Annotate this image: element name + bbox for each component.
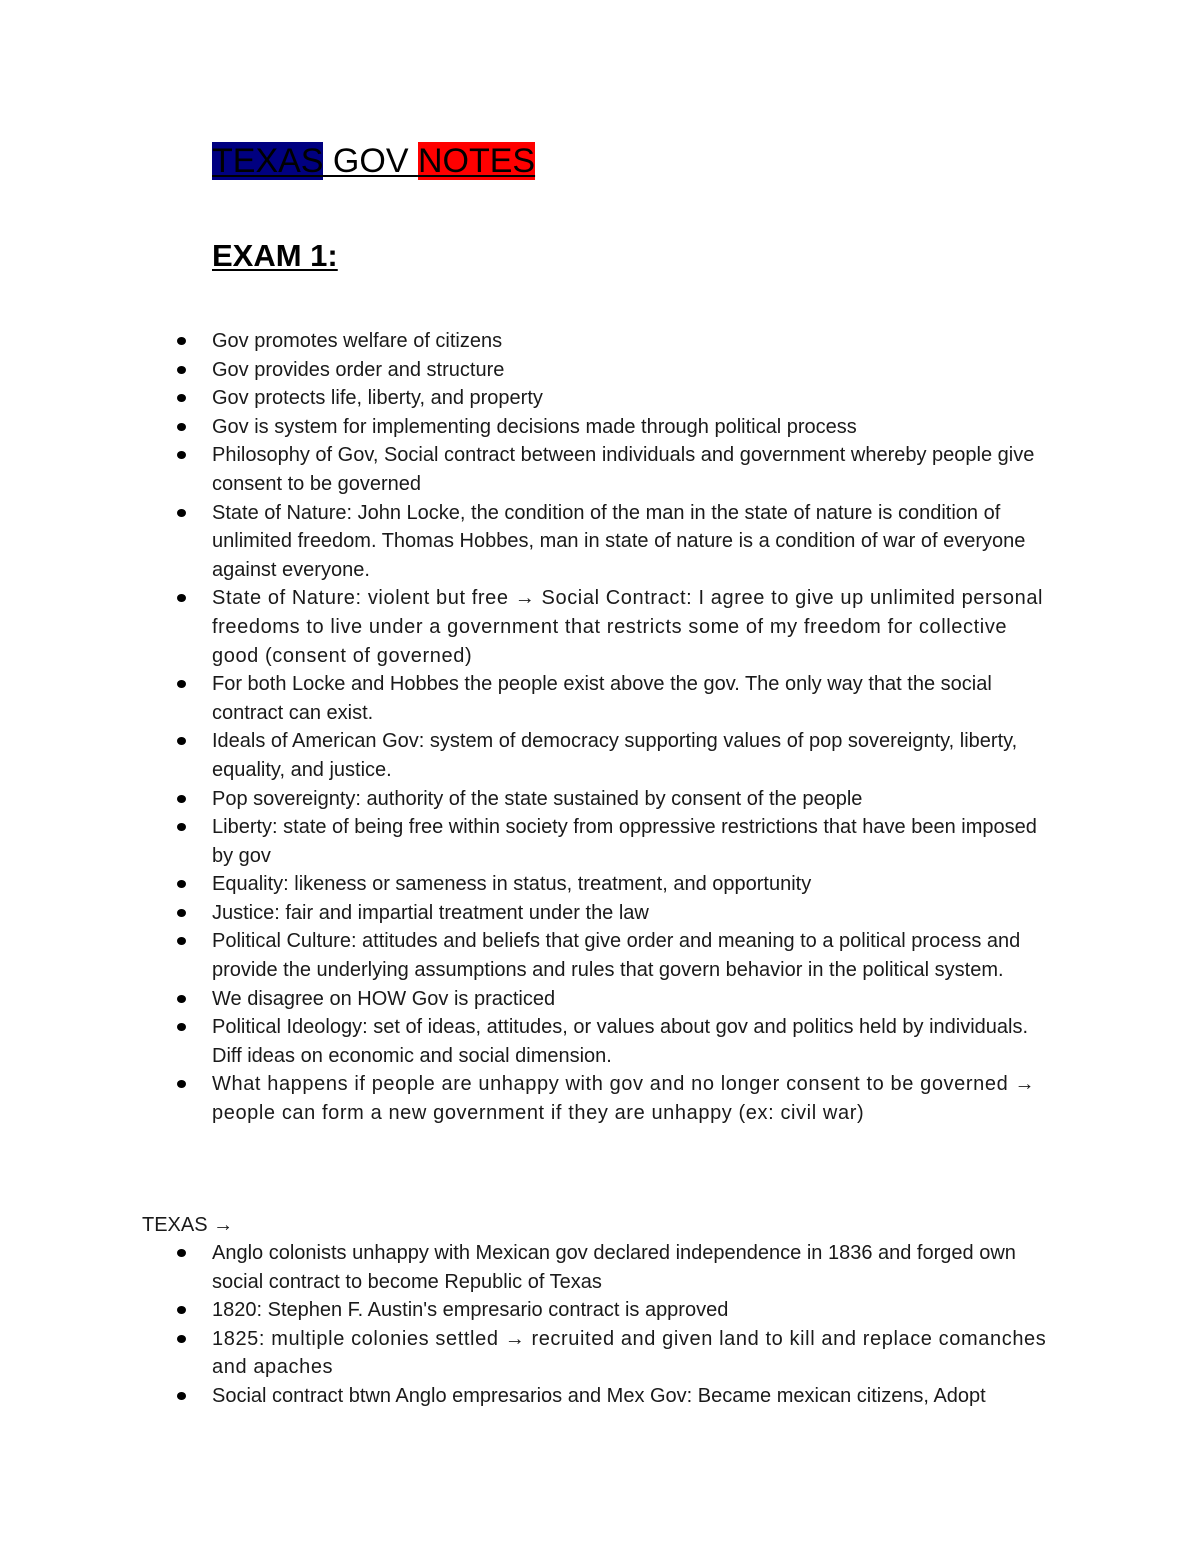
bullet-icon: [177, 1306, 186, 1314]
exam-heading: EXAM 1:: [212, 238, 338, 273]
title-gov: GOV: [323, 142, 418, 180]
bullet-icon: [177, 423, 186, 431]
list-item: State of Nature: violent but free → Social Contract: I agree to give up unlimited personal freedoms to live under a government that restricts some of my freedom for collective good (consent of governed): [0, 584, 1200, 670]
texas-section-heading: TEXAS →: [142, 1214, 234, 1236]
list-item: Justice: fair and impartial treatment under the law: [0, 899, 1200, 928]
bullet-icon: [177, 995, 186, 1003]
bullet-icon: [177, 1249, 186, 1257]
bullet-icon: [177, 394, 186, 402]
bullet-icon: [177, 1392, 186, 1400]
exam1-notes-list: [0, 327, 1200, 1128]
bullet-icon: [177, 451, 186, 459]
list-item: Political Culture: attitudes and beliefs that give order and meaning to a political process and provide the underlying assumptions and rules that govern behavior in the political system.: [0, 927, 1200, 984]
title-notes-highlighted: NOTES: [417, 142, 536, 180]
title-texas-highlighted: TEXAS: [212, 142, 324, 180]
page-title: [212, 140, 535, 182]
bullet-icon: [177, 937, 186, 945]
list-item: State of Nature: John Locke, the condition of the man in the state of nature is condition of unlimited freedom. Thomas Hobbes, man in state of nature is a condition of war of everyone against everyone.: [0, 499, 1200, 585]
bullet-icon: [177, 737, 186, 745]
bullet-icon: [177, 909, 186, 917]
list-item: Equality: likeness or sameness in status, treatment, and opportunity: [0, 870, 1200, 899]
list-item: Liberty: state of being free within society from oppressive restrictions that have been imposed by gov: [0, 813, 1200, 870]
texas-notes-list: [0, 1239, 1200, 1411]
bullet-icon: [177, 594, 186, 602]
list-item: Gov is system for implementing decisions made through political process: [0, 413, 1200, 442]
bullet-icon: [177, 1335, 186, 1343]
bullet-icon: [177, 366, 186, 374]
list-item: Gov provides order and structure: [0, 356, 1200, 385]
list-item: 1820: Stephen F. Austin's empresario contract is approved: [0, 1296, 1200, 1325]
list-item: We disagree on HOW Gov is practiced: [0, 985, 1200, 1014]
bullet-icon: [177, 680, 186, 688]
bullet-icon: [177, 1080, 186, 1088]
list-item: Gov protects life, liberty, and property: [0, 384, 1200, 413]
list-item: Pop sovereignty: authority of the state sustained by consent of the people: [0, 785, 1200, 814]
list-item: Anglo colonists unhappy with Mexican gov declared independence in 1836 and forged own social contract to become Republic of Texas: [0, 1239, 1200, 1296]
list-item: 1825: multiple colonies settled → recruited and given land to kill and replace comanches and apaches: [0, 1325, 1200, 1382]
list-item: Political Ideology: set of ideas, attitudes, or values about gov and politics held by individuals. Diff ideas on economic and social dimension.: [0, 1013, 1200, 1070]
list-item: What happens if people are unhappy with gov and no longer consent to be governed → people can form a new government if they are unhappy (ex: civil war): [0, 1070, 1200, 1127]
list-item: Philosophy of Gov, Social contract between individuals and government whereby people give consent to be governed: [0, 441, 1200, 498]
bullet-icon: [177, 795, 186, 803]
bullet-icon: [177, 337, 186, 345]
bullet-icon: [177, 823, 186, 831]
list-item: Social contract btwn Anglo empresarios and Mex Gov: Became mexican citizens, Adopt: [0, 1382, 1200, 1411]
bullet-icon: [177, 1023, 186, 1031]
list-item: For both Locke and Hobbes the people exist above the gov. The only way that the social contract can exist.: [0, 670, 1200, 727]
bullet-icon: [177, 509, 186, 517]
list-item: Ideals of American Gov: system of democracy supporting values of pop sovereignty, liberty, equality, and justice.: [0, 727, 1200, 784]
list-item: Gov promotes welfare of citizens: [0, 327, 1200, 356]
bullet-icon: [177, 880, 186, 888]
